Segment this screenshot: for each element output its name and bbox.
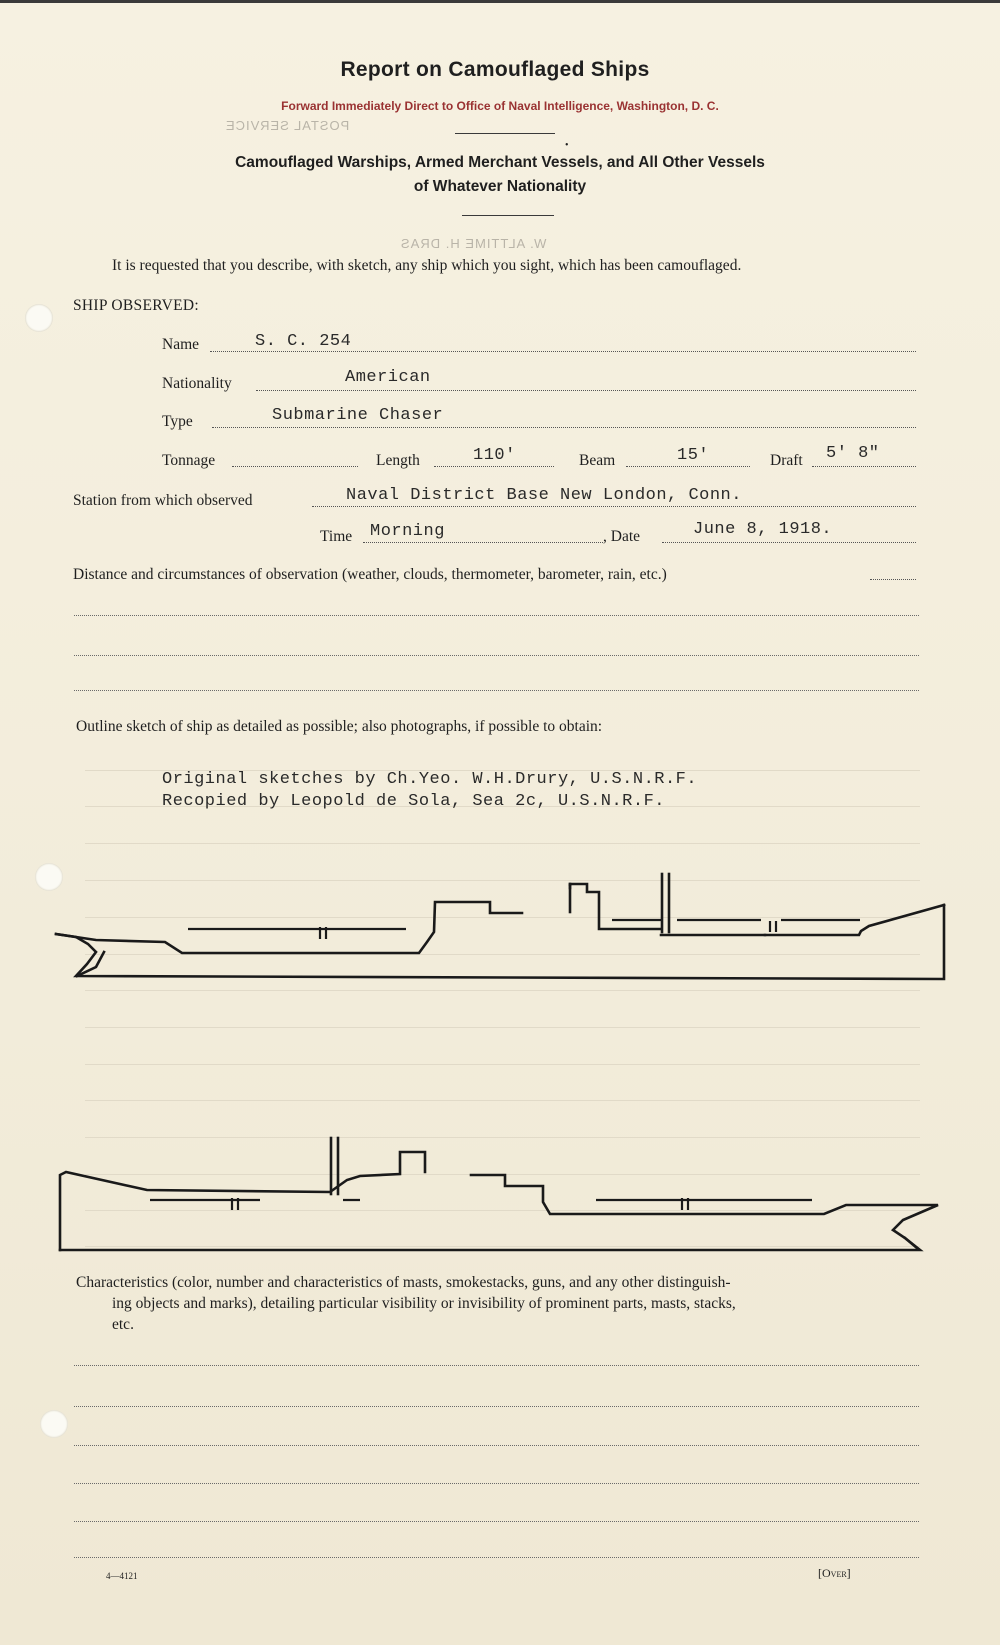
blank-line xyxy=(74,1557,919,1558)
distance-line xyxy=(870,579,916,580)
tonnage-label: Tonnage xyxy=(162,452,216,469)
ruled-line xyxy=(85,990,920,991)
name-label: Name xyxy=(162,336,200,353)
date-label: , Date xyxy=(603,528,641,545)
ship-outline-sketch-port xyxy=(0,860,1000,990)
time-line xyxy=(363,542,603,543)
short-rule xyxy=(462,215,554,216)
report-title: Report on Camouflaged Ships xyxy=(340,58,650,81)
nationality-line xyxy=(256,390,916,391)
tonnage-line xyxy=(232,466,358,467)
punch-hole xyxy=(25,304,53,332)
punch-hole xyxy=(40,1410,68,1438)
type-label: Type xyxy=(162,413,193,430)
draft-label: Draft xyxy=(770,452,803,469)
subheading-line2: of Whatever Nationality xyxy=(413,178,587,195)
station-value: Naval District Base New London, Conn. xyxy=(346,486,742,505)
sketch-note-line2: Recopied by Leopold de Sola, Sea 2c, U.S.N.R.F. xyxy=(162,792,665,811)
date-value: June 8, 1918. xyxy=(693,520,833,539)
time-label: Time xyxy=(320,528,353,545)
nationality-label: Nationality xyxy=(162,375,232,392)
blank-line xyxy=(74,615,919,616)
ship-observed-heading: SHIP OBSERVED: xyxy=(73,297,199,314)
type-line xyxy=(212,427,916,428)
blank-line xyxy=(74,1406,919,1407)
length-value: 110' xyxy=(473,446,516,465)
draft-value: 5' 8" xyxy=(826,444,880,463)
subheading-line1: Camouflaged Warships, Armed Merchant Vessels, and All Other Vessels xyxy=(235,154,765,171)
request-text: It is requested that you describe, with sketch, any ship which you sight, which has been camouflaged. xyxy=(112,257,742,274)
sketch-note-line1: Original sketches by Ch.Yeo. W.H.Drury, U.S.N.R.F. xyxy=(162,770,698,789)
draft-line xyxy=(812,466,916,467)
blank-line xyxy=(74,1483,919,1484)
beam-line xyxy=(626,466,750,467)
length-line xyxy=(434,466,554,467)
type-value: Submarine Chaser xyxy=(272,406,444,425)
sketch-label: Outline sketch of ship as detailed as possible; also photographs, if possible to obtain: xyxy=(76,718,603,735)
blank-line xyxy=(74,1445,919,1446)
characteristics-line3: etc. xyxy=(112,1316,134,1333)
characteristics-line2: ing objects and marks), detailing particular visibility or invisibility of prominent parts, masts, stacks, xyxy=(112,1295,736,1312)
ruled-line xyxy=(85,843,920,844)
beam-value: 15' xyxy=(677,446,710,465)
distance-label: Distance and circumstances of observation (weather, clouds, thermometer, barometer, rain, etc.) xyxy=(73,566,667,583)
forward-instruction: Forward Immediately Direct to Office of Naval Intelligence, Washington, D. C. xyxy=(281,99,719,113)
name-value: S. C. 254 xyxy=(255,332,352,351)
top-edge-rule xyxy=(0,0,1000,3)
time-value: Morning xyxy=(370,522,445,541)
blank-line xyxy=(74,690,919,691)
ship-outline-sketch-starboard xyxy=(0,1130,1000,1260)
station-label: Station from which observed xyxy=(73,492,253,509)
ruled-line xyxy=(85,1027,920,1028)
characteristics-line1: Characteristics (color, number and characteristics of masts, smokestacks, guns, and any other distinguish- xyxy=(76,1274,731,1291)
blank-line xyxy=(74,1521,919,1522)
length-label: Length xyxy=(376,452,420,469)
blank-line xyxy=(74,655,919,656)
over-label: [Over] xyxy=(818,1566,851,1580)
name-line xyxy=(210,351,916,352)
mark-dot: • xyxy=(565,140,569,151)
bleed-through-text: W. ALTTIME H. DRAS xyxy=(400,236,547,251)
station-line xyxy=(312,506,916,507)
date-line xyxy=(662,542,916,543)
ruled-line xyxy=(85,1064,920,1065)
nationality-value: American xyxy=(345,368,431,387)
form-number: 4—4121 xyxy=(106,1571,138,1581)
beam-label: Beam xyxy=(579,452,616,469)
bleed-through-text: POSTAL SERVICE xyxy=(225,118,350,133)
blank-line xyxy=(74,1365,919,1366)
short-rule xyxy=(455,133,555,134)
ruled-line xyxy=(85,1100,920,1101)
